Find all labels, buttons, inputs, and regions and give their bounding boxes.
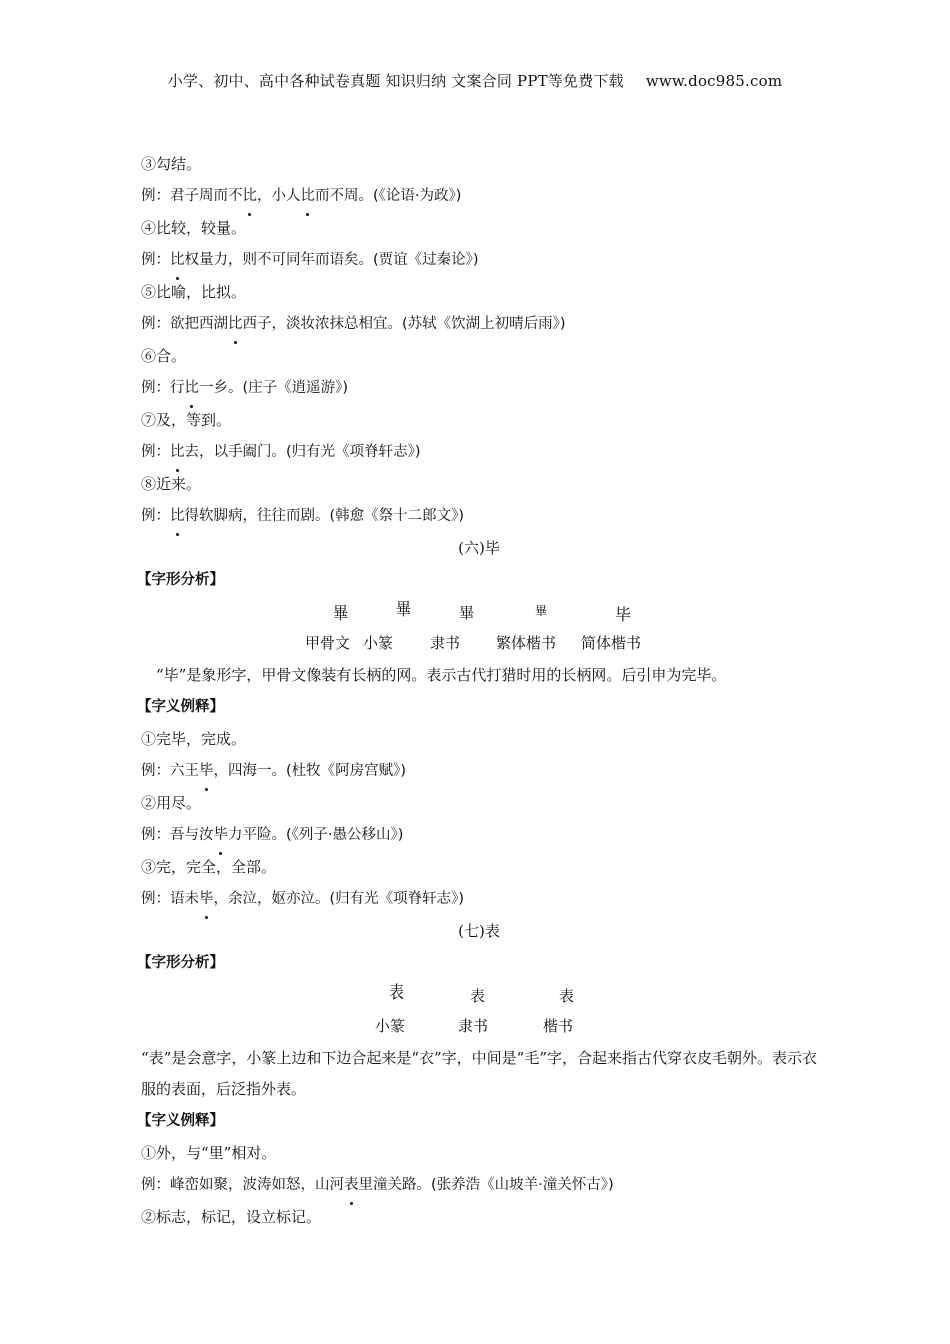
glyph-row <box>141 979 821 1015</box>
meaning-8: ⑧近来。 <box>141 475 202 493</box>
example-text: ，小人 <box>257 188 301 204</box>
glyph-labels <box>141 632 821 660</box>
example-3 <box>141 180 821 212</box>
example-text: 西子，淡妆浓抹总相宜。(苏轼《饮湖上初晴后雨》) <box>242 316 566 332</box>
example-text: 一乡。(庄子《逍遥游》) <box>199 380 349 396</box>
example-1 <box>141 755 821 787</box>
example-text: 例：君子周而不 <box>141 188 243 204</box>
emphasized-char: 比 <box>185 372 200 404</box>
emphasized-char: 比 <box>243 180 258 212</box>
header-text: 小学、初中、高中各种试卷真题 知识归纳 文案合同 PPT等免费下载 <box>167 72 624 90</box>
glyph-label: 隶书 <box>430 634 461 652</box>
header-site: www.doc985.com <box>645 72 783 90</box>
example-text: 例：欲把西湖 <box>141 316 228 332</box>
page-header <box>0 70 950 91</box>
clerical-glyph: 表 <box>470 987 486 1005</box>
glyph-label: 楷书 <box>543 1017 574 1035</box>
form-analysis-heading: 【字形分析】 <box>137 572 224 588</box>
example-text: 力平险。(《列子·愚公移山》) <box>228 827 404 843</box>
example-7 <box>141 436 821 468</box>
traditional-regular-glyph: 畢 <box>535 604 548 618</box>
form-analysis-text: “毕”是象形字，甲骨文像装有长柄的网。表示古代打猎时用的长柄网。后引申为完毕。 <box>156 666 727 684</box>
meaning-2: ②标志，标记，设立标记。 <box>141 1208 322 1226</box>
emphasized-char: 毕 <box>199 883 214 915</box>
example-text: 例： <box>141 444 170 460</box>
example-text: 权量力，则不可同年而语矣。(贾谊《过秦论》) <box>184 252 479 268</box>
example-text: ，余泣，妪亦泣。(归有光《项脊轩志》) <box>213 891 465 907</box>
emphasized-char: 比 <box>170 436 185 468</box>
example-text: 例：行 <box>141 380 185 396</box>
meaning-3: ③勾结。 <box>141 155 202 173</box>
glyph-label: 小篆 <box>375 1017 406 1035</box>
meaning-1: ①完毕，完成。 <box>141 730 247 748</box>
example-text: 例： <box>141 508 170 524</box>
example-2 <box>141 819 821 851</box>
glyph-row <box>141 596 821 632</box>
example-text: 例：六王 <box>141 763 199 779</box>
section-title: (七)表 <box>458 922 500 940</box>
small-seal-glyph: 畢 <box>396 598 412 620</box>
document-body <box>137 148 821 1233</box>
example-text: 而不周。(《论语·为政》) <box>315 188 462 204</box>
example-6 <box>141 372 821 404</box>
meaning-3: ③完，完全，全部。 <box>141 858 277 876</box>
example-3 <box>141 883 821 915</box>
regular-glyph: 表 <box>559 987 575 1005</box>
meaning-4: ④比较，较量。 <box>141 219 247 237</box>
clerical-glyph: 畢 <box>459 604 475 622</box>
meaning-heading: 【字义例释】 <box>137 1113 224 1129</box>
meaning-1: ①外，与“里”相对。 <box>141 1144 277 1162</box>
example-text: 例：峰峦如聚，波涛如怒，山河 <box>141 1177 344 1193</box>
form-analysis-heading: 【字形分析】 <box>137 955 224 971</box>
example-text: 例： <box>141 252 170 268</box>
glyph-label: 繁体楷书 <box>496 634 557 652</box>
example-8 <box>141 500 821 532</box>
emphasized-char: 比 <box>170 244 185 276</box>
small-seal-glyph: 表 <box>389 981 405 1003</box>
example-text: 得软脚病，往往而剧。(韩愈《祭十二郎文》) <box>184 508 465 524</box>
glyph-labels <box>141 1015 821 1043</box>
meaning-6: ⑥合。 <box>141 347 187 365</box>
meaning-7: ⑦及，等到。 <box>141 411 232 429</box>
emphasized-char: 比 <box>301 180 316 212</box>
oracle-bone-glyph: 畢 <box>333 602 349 624</box>
emphasized-char: 比 <box>170 500 185 532</box>
simplified-regular-glyph: 毕 <box>615 605 632 624</box>
emphasized-char: 毕 <box>199 755 214 787</box>
emphasized-char: 毕 <box>214 819 229 851</box>
meaning-heading: 【字义例释】 <box>137 699 224 715</box>
example-5 <box>141 308 821 340</box>
emphasized-char: 比 <box>228 308 243 340</box>
example-text: ，四海一。(杜牧《阿房宫赋》) <box>213 763 407 779</box>
example-4 <box>141 244 821 276</box>
example-text: 例：吾与汝 <box>141 827 214 843</box>
example-1 <box>141 1169 821 1201</box>
glyph-label: 隶书 <box>458 1017 489 1035</box>
example-text: 去，以手阖门。(归有光《项脊轩志》) <box>184 444 421 460</box>
emphasized-char: 表 <box>344 1169 359 1201</box>
glyph-label: 小篆 <box>363 634 394 652</box>
form-analysis-text: “表”是会意字，小篆上边和下边合起来是“衣”字，中间是“毛”字，合起来指古代穿衣皮毛朝外。表示衣服的表面，后泛指外表。 <box>141 1049 818 1098</box>
glyph-label: 简体楷书 <box>581 634 642 652</box>
example-text: 里潼关路。(张养浩《山坡羊·潼关怀古》) <box>358 1177 614 1193</box>
meaning-5: ⑤比喻，比拟。 <box>141 283 247 301</box>
example-text: 例：语未 <box>141 891 199 907</box>
glyph-label: 甲骨文 <box>305 634 351 652</box>
meaning-2: ②用尽。 <box>141 794 202 812</box>
section-title: (六)毕 <box>458 539 500 557</box>
